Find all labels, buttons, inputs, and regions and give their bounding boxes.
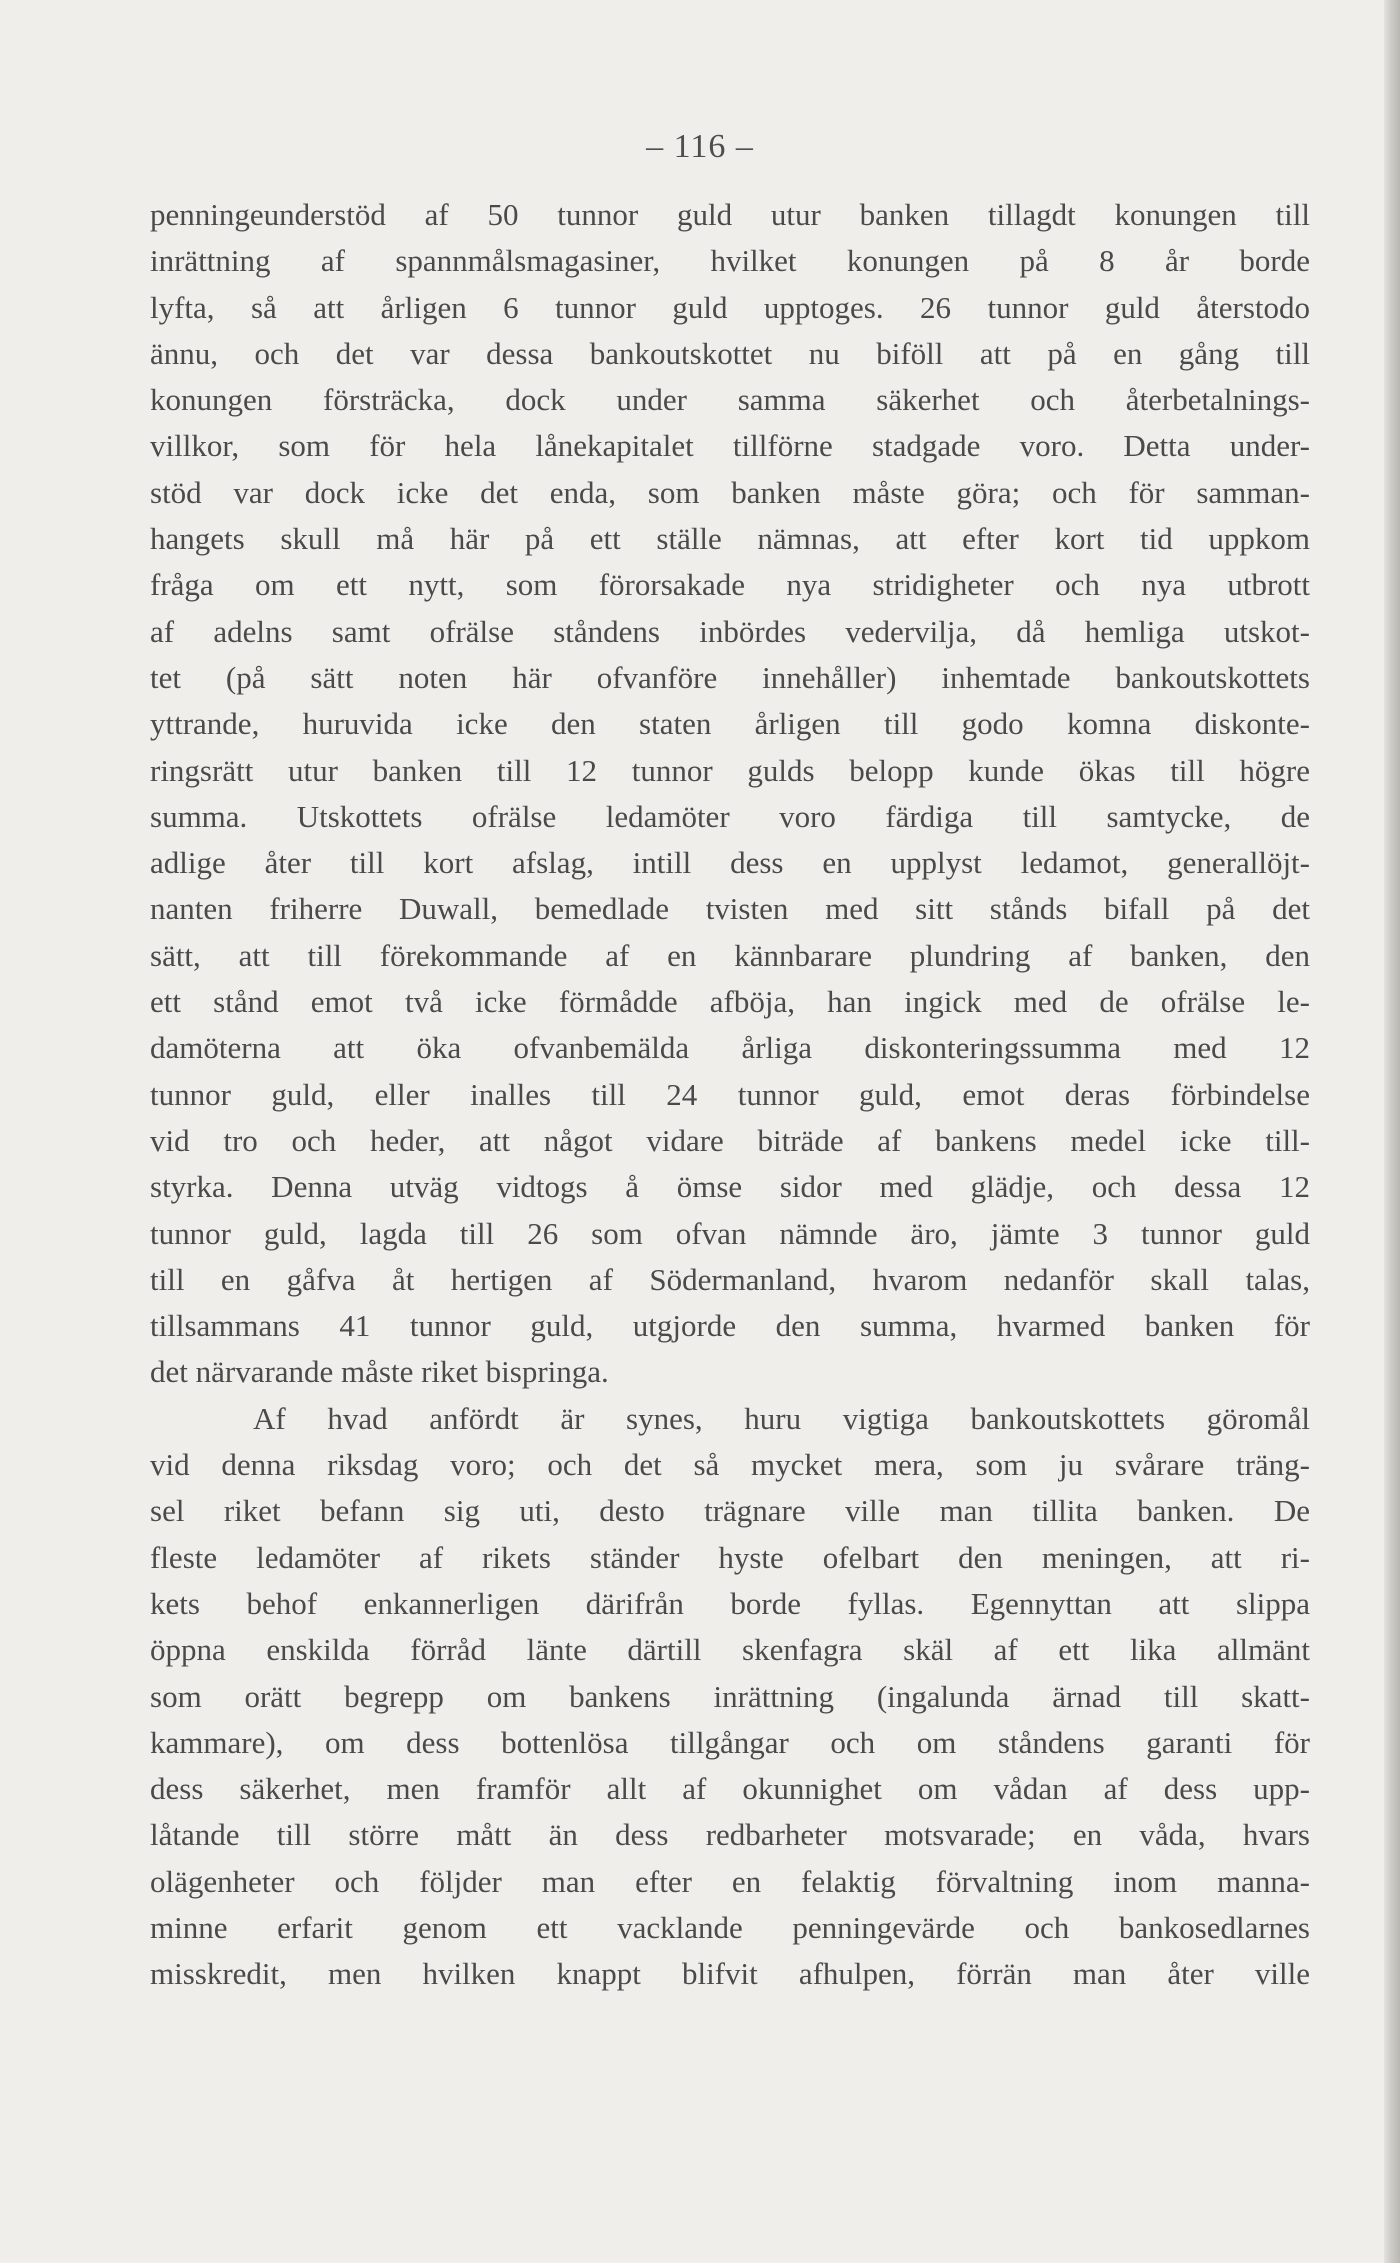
text-line: låtande till större mått än dess redbarheter motsvarade; en våda, hvars [150,1817,1310,1853]
text-line: stöd var dock icke det enda, som banken måste göra; och för samman- [150,474,1310,510]
text-line: penningeunderstöd af 50 tunnor guld utur banken tillagdt konungen till [150,197,1310,232]
text-line: tunnor guld, lagda till 26 som ofvan nämnde äro, jämte 3 tunnor guld [150,1215,1310,1251]
text-line: olägenheter och följder man efter en felaktig förvaltning inom manna- [150,1863,1310,1899]
text-line: konungen försträcka, dock under samma säkerhet och återbetalnings- [150,382,1310,418]
text-line: vid denna riksdag voro; och det så mycket mera, som ju svårare träng- [150,1447,1310,1483]
text-line: fleste ledamöter af rikets ständer hyste ofelbart den meningen, att ri- [150,1539,1310,1575]
text-line: öppna enskilda förråd länte därtill skenfagra skäl af ett lika allmänt [150,1632,1310,1668]
text-line: hangets skull må här på ett ställe nämnas, att efter kort tid uppkom [150,521,1310,557]
text-line: yttrande, huruvida icke den staten årligen till godo komna diskonte- [150,706,1310,742]
text-line: fråga om ett nytt, som förorsakade nya stridigheter och nya utbrott [150,567,1310,603]
page-number: – 116 – [646,128,754,165]
text-line: inrättning af spannmålsmagasiner, hvilket konungen på 8 år borde [150,243,1310,279]
text-line: nanten friherre Duwall, bemedlade tvisten med sitt stånds bifall på det [150,891,1310,927]
text-line: Af hvad anfördt är synes, huru vigtiga bankoutskottets göromål [253,1400,1310,1436]
text-line: ringsrätt utur banken till 12 tunnor gulds belopp kunde ökas till högre [150,752,1310,788]
text-line: det närvarande måste riket bispringa. [150,1354,609,1390]
text-line: tillsammans 41 tunnor guld, utgjorde den summa, hvarmed banken för [150,1308,1310,1344]
text-line: ett stånd emot två icke förmådde afböja, han ingick med de ofrälse le- [150,984,1310,1020]
text-line: af adelns samt ofrälse ståndens inbördes vedervilja, då hemliga utskot- [150,613,1310,649]
body-text [150,192,1310,1998]
text-line: dess säkerhet, men framför allt af okunnighet om vådan af dess upp- [150,1771,1310,1807]
text-line: summa. Utskottets ofrälse ledamöter voro färdiga till samtycke, de [150,798,1310,834]
text-line: till en gåfva åt hertigen af Södermanland, hvarom nedanför skall talas, [150,1261,1310,1297]
text-line: som orätt begrepp om bankens inrättning (ingalunda ärnad till skatt- [150,1678,1310,1714]
text-line: styrka. Denna utväg vidtogs å ömse sidor med glädje, och dessa 12 [150,1169,1310,1205]
text-line: tunnor guld, eller inalles till 24 tunnor guld, emot deras förbindelse [150,1076,1310,1112]
text-line: sel riket befann sig uti, desto trägnare ville man tillita banken. De [150,1493,1310,1529]
text-line: ännu, och det var dessa bankoutskottet nu biföll att på en gång till [150,335,1310,371]
text-line: vid tro och heder, att något vidare biträde af bankens medel icke till- [150,1122,1310,1158]
text-line: misskredit, men hvilken knappt blifvit afhulpen, förrän man åter ville [150,1956,1310,1992]
text-line: lyfta, så att årligen 6 tunnor guld upptoges. 26 tunnor guld återstodo [150,289,1310,325]
text-line: adlige åter till kort afslag, intill dess en upplyst ledamot, generallöjt- [150,845,1310,881]
page-edge-shadow [1384,0,1400,2263]
text-line: villkor, som för hela lånekapitalet tillförne stadgade voro. Detta under- [150,428,1310,464]
text-line: minne erfarit genom ett vacklande penningevärde och bankosedlarnes [150,1909,1310,1945]
text-line: tet (på sätt noten här ofvanföre innehåller) inhemtade bankoutskottets [150,659,1310,695]
text-line: kammare), om dess bottenlösa tillgångar och om ståndens garanti för [150,1724,1310,1760]
text-line: kets behof enkannerligen därifrån borde fyllas. Egennyttan att slippa [150,1585,1310,1621]
text-line: damöterna att öka ofvanbemälda årliga diskonteringssumma med 12 [150,1030,1310,1066]
text-line: sätt, att till förekommande af en kännbarare plundring af banken, den [150,937,1310,973]
